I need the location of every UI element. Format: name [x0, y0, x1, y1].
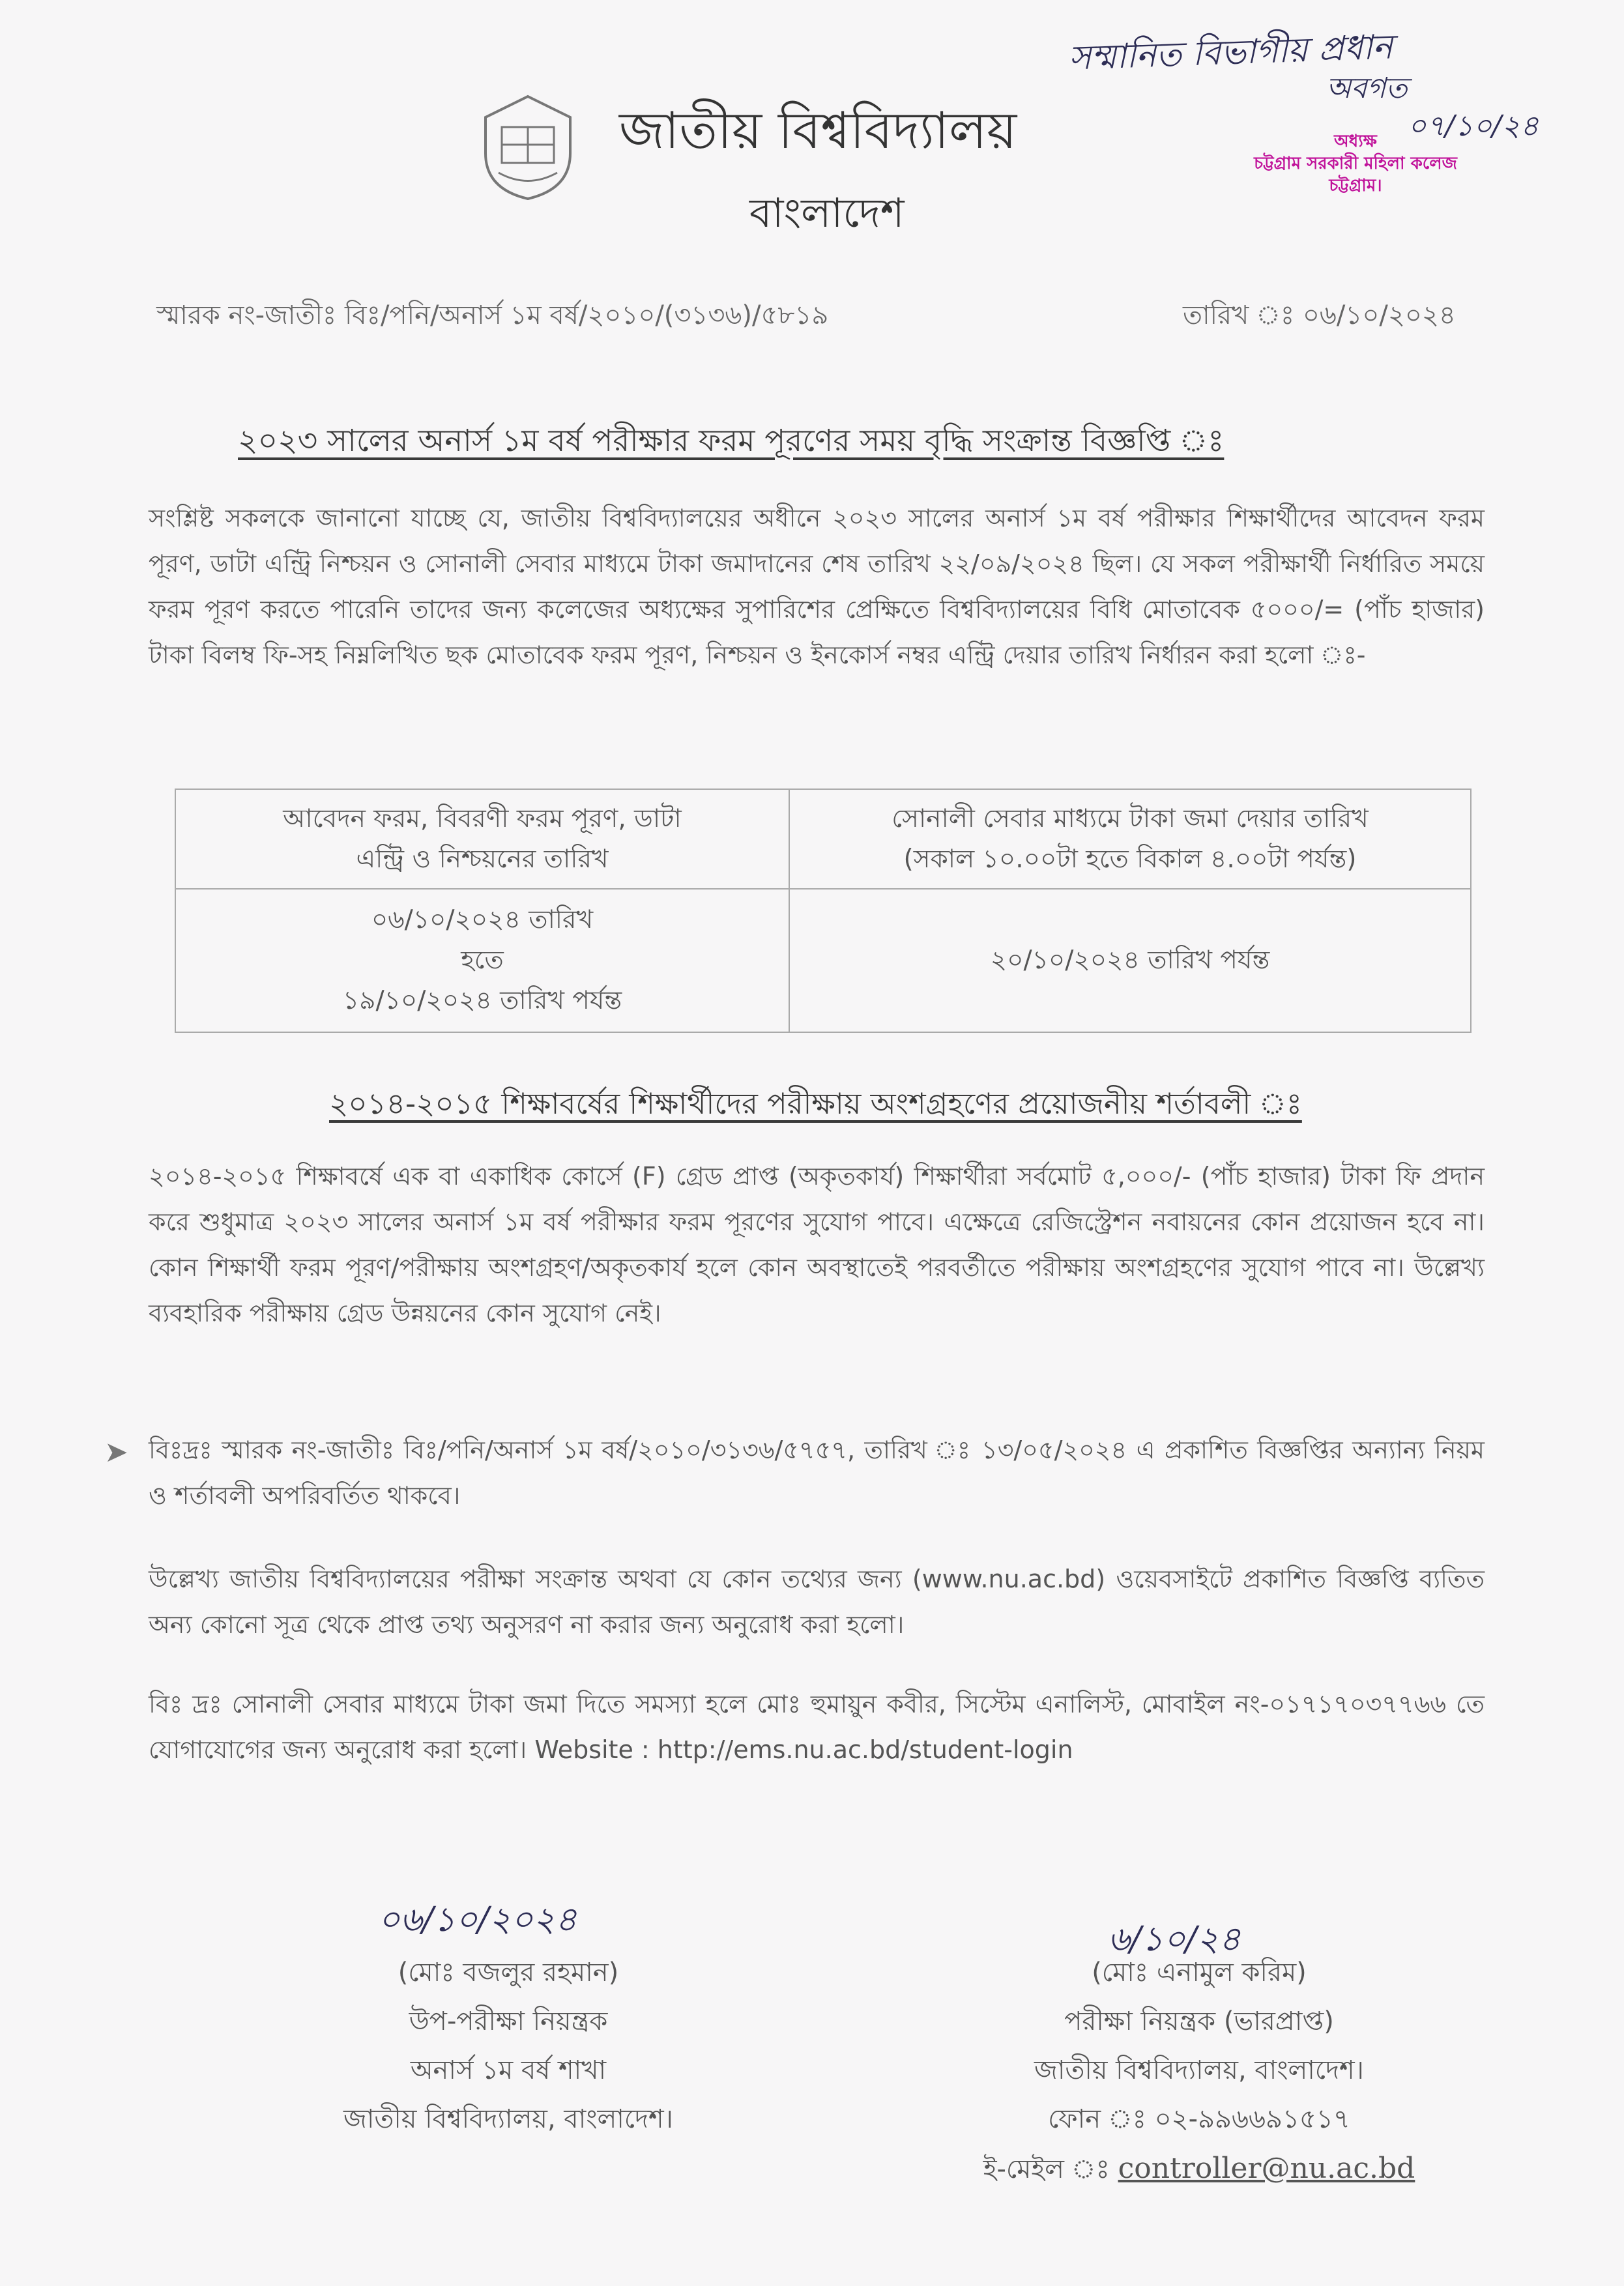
header-text: সোনালী সেবার মাধ্যমে টাকা জমা দেয়ার তারিখ: [892, 803, 1369, 833]
table-header-cell-payment-dates: [789, 789, 1471, 889]
signatory-left-designation: উপ-পরীক্ষা নিয়ন্ত্রক: [409, 2006, 608, 2036]
signatory-right-institution: জাতীয় বিশ্ববিদ্যালয়, বাংলাদেশ।: [1034, 2055, 1364, 2085]
signature-right-handwritten: ৬/১০/২৪: [1108, 1920, 1241, 1959]
country-subtitle: বাংলাদেশ: [749, 189, 905, 237]
signatory-right-designation: পরীক্ষা নিয়ন্ত্রক (ভারপ্রাপ্ত): [1064, 2006, 1334, 2036]
schedule-table: [175, 789, 1472, 1033]
table-row: [175, 889, 1471, 1032]
conditions-heading: ২০১৪-২০১৫ শিক্ষাবর্ষের শিক্ষার্থীদের পরীক্ষায় অংশগ্রহণের প্রয়োজনীয় শর্তাবলী ঃ: [329, 1086, 1302, 1121]
signatory-right-phone: ফোন ঃ ০২-৯৯৬৬৯১৫১৭: [1048, 2104, 1350, 2134]
arrow-mark-icon: ➤: [104, 1436, 128, 1469]
table-cell-payment-deadline: ২০/১০/২০২৪ তারিখ পর্যন্ত: [789, 889, 1471, 1032]
email-link[interactable]: controller@nu.ac.bd: [1118, 2152, 1415, 2185]
table-row: [175, 789, 1471, 889]
cell-text: হতে: [461, 946, 504, 976]
stamp-line-2: চট্টগ্রাম সরকারী মহিলা কলেজ: [1254, 154, 1457, 173]
notice-intro-paragraph: সংশ্লিষ্ট সকলকে জানানো যাচ্ছে যে, জাতীয় বিশ্ববিদ্যালয়ের অধীনে ২০২৩ সালের অনার্স ১ম বর্ষ পরীক্ষার শিক্ষার্থীদের আবেদন ফরম পূরণ, ডাটা এন্ট্রি নিশ্চয়ন ও সোনালী সেবার মাধ্যমে টাকা জমাদানের শেষ তারিখ ২২/০৯/২০২৪ ছিল। যে সকল পরীক্ষার্থী নির্ধারিত সময়ে ফরম পূরণ করতে পারেনি তাদের জন্য কলেজের অধ্যক্ষের সুপারিশের প্রেক্ষিতে বিশ্ববিদ্যালয়ের বিধি মোতাবেক ৫০০০/= (পাঁচ হাজার) টাকা বিলম্ব ফি-সহ নিম্নলিখিত ছক মোতাবেক ফরম পূরণ, নিশ্চয়ন ও ইনকোর্স নম্বর এন্ট্রি দেয়ার তারিখ নির্ধারন করা হলো ঃ-: [149, 504, 1485, 669]
signatory-right-block: [951, 1948, 1447, 2194]
cell-text: ১৯/১০/২০২৪ তারিখ পর্যন্ত: [342, 986, 622, 1016]
principal-stamp: [1232, 130, 1479, 197]
university-logo-icon: [479, 91, 577, 202]
note-payment-contact: বিঃ দ্রঃ সোনালী সেবার মাধ্যমে টাকা জমা দিতে সমস্যা হলে মোঃ হুমায়ুন কবীর, সিস্টেম এনালিস্ট, মোবাইল নং-০১৭১৭০৩৭৭৬৬ তে যোগাযোগের জন্য অনুরোধ করা হলো। Website : http://ems.nu.ac.bd/student-login: [149, 1690, 1485, 1764]
notice-heading: ২০২৩ সালের অনার্স ১ম বর্ষ পরীক্ষার ফরম পূরণের সময় বৃদ্ধি সংক্রান্ত বিজ্ঞপ্তি ঃ: [238, 423, 1225, 459]
cell-text: ০৬/১০/২০২৪ তারিখ: [371, 905, 594, 935]
header-text: (সকাল ১০.০০টা হতে বিকাল ৪.০০টা পর্যন্ত): [903, 844, 1357, 874]
signatory-left-section: অনার্স ১ম বর্ষ শাখা: [410, 2055, 607, 2085]
handwritten-annotation-top: সম্মানিত বিভাগীয় প্রধান: [1068, 27, 1394, 78]
note-official-website: উল্লেখ্য জাতীয় বিশ্ববিদ্যালয়ের পরীক্ষা সংক্রান্ত অথবা যে কোন তথ্যের জন্য (www.nu.ac.bd) ওয়েবসাইটে প্রকাশিত বিজ্ঞপ্তি ব্যতিত অন্য কোনো সূত্র থেকে প্রাপ্ত তথ্য অনুসরণ না করার জন্য অনুরোধ করা হলো।: [149, 1565, 1485, 1639]
stamp-line-3: চট্টগ্রাম।: [1329, 176, 1382, 195]
signatory-left-name: (মোঃ বজলুর রহমান): [398, 1958, 619, 1988]
table-header-cell-form-dates: [175, 789, 789, 889]
header-text: আবেদন ফরম, বিবরণী ফরম পূরণ, ডাটা: [283, 803, 682, 833]
university-title: জাতীয় বিশ্ববিদ্যালয়: [619, 102, 1017, 160]
signature-left-handwritten: ০৬/১০/২০২৪: [378, 1900, 577, 1939]
signatory-left-institution: জাতীয় বিশ্ববিদ্যালয়, বাংলাদেশ।: [343, 2104, 673, 2134]
handwritten-annotation-date: ০৭/১০/২৪: [1408, 109, 1539, 143]
signatory-right-email-row: [951, 2144, 1447, 2194]
table-cell-form-date-range: [175, 889, 789, 1032]
note-previous-notice: বিঃদ্রঃ স্মারক নং-জাতীঃ বিঃ/পনি/অনার্স ১ম বর্ষ/২০১০/৩১৩৬/৫৭৫৭, তারিখ ঃ ১৩/০৫/২০২৪ এ প্রকাশিত বিজ্ঞপ্তির অন্যান্য নিয়ম ও শর্তাবলী অপরিবর্তিত থাকবে।: [149, 1436, 1485, 1510]
header-text: এন্ট্রি ও নিশ্চয়নের তারিখ: [356, 844, 609, 874]
handwritten-annotation-mark: অবগত: [1326, 72, 1408, 105]
signatory-left-block: [306, 1948, 710, 2144]
signatory-right-name: (মোঃ এনামুল করিম): [1092, 1958, 1307, 1988]
conditions-paragraph: ২০১৪-২০১৫ শিক্ষাবর্ষে এক বা একাধিক কোর্সে (F) গ্রেড প্রাপ্ত (অকৃতকার্য) শিক্ষার্থীরা সর্বমোট ৫,০০০/- (পাঁচ হাজার) টাকা ফি প্রদান করে শুধুমাত্র ২০২৩ সালের অনার্স ১ম বর্ষ পরীক্ষার ফরম পূরণের সুযোগ পাবে। এক্ষেত্রে রেজিস্ট্রেশন নবায়নের কোন প্রয়োজন হবে না। কোন শিক্ষার্থী ফরম পূরণ/পরীক্ষায় অংশগ্রহণ/অকৃতকার্য হলে কোন অবস্থাতেই পরবর্তীতে পরীক্ষায় অংশগ্রহণের সুযোগ পাবে না। উল্লেখ্য ব্যবহারিক পরীক্ষায় গ্রেড উন্নয়নের কোন সুযোগ নেই।: [149, 1162, 1485, 1327]
memo-date: তারিখ ঃ ০৬/১০/২০২৪: [1183, 300, 1456, 330]
stamp-line-1: অধ্যক্ষ: [1334, 132, 1377, 151]
email-label: ই-মেইল ঃ: [983, 2154, 1118, 2184]
memo-reference: স্মারক নং-জাতীঃ বিঃ/পনি/অনার্স ১ম বর্ষ/২০১০/(৩১৩৬)/৫৮১৯: [156, 300, 829, 330]
